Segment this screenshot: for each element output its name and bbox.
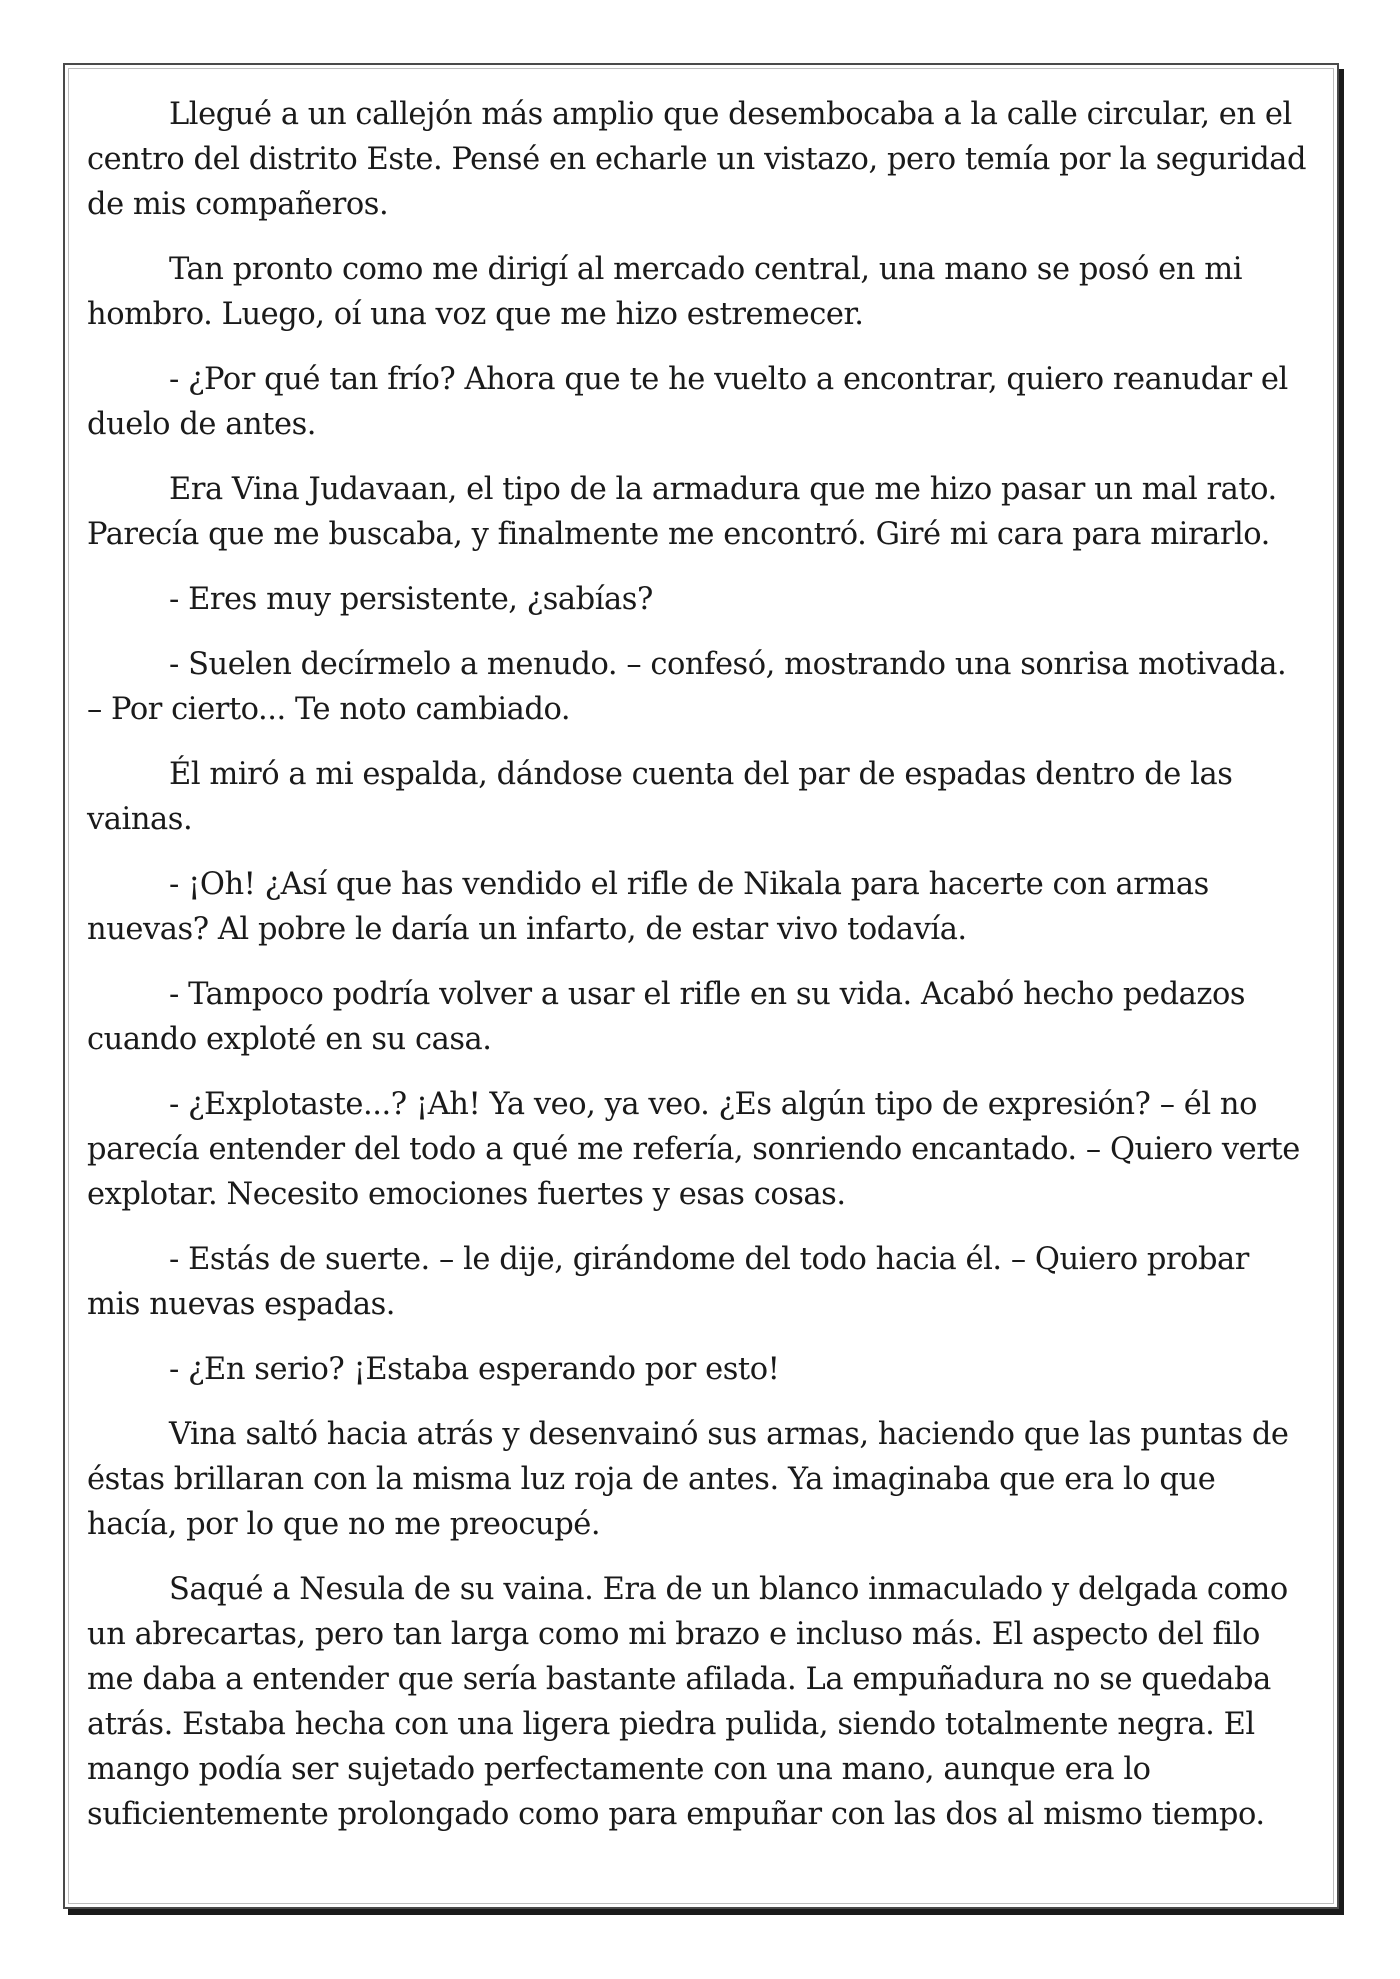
paragraph: Vina saltó hacia atrás y desenvainó sus armas, haciendo que las puntas de éstas brillaran con la misma luz roja de antes. Ya imaginaba que era lo que hacía, por lo que no me preocupé. (87, 1417, 1289, 1542)
paragraph: - ¡Oh! ¿Así que has vendido el rifle de Nikala para hacerte con armas nuevas? Al pobre le daría un infarto, de estar vivo todavía. (87, 867, 1209, 947)
paragraph: - ¿Por qué tan frío? Ahora que te he vuelto a encontrar, quiero reanudar el duelo de antes. (87, 362, 1288, 442)
paragraph: Él miró a mi espalda, dándose cuenta del par de espadas dentro de las vainas. (87, 757, 1233, 837)
paragraph: - Estás de suerte. – le dije, girándome del todo hacia él. – Quiero probar mis nuevas espadas. (87, 1242, 1249, 1322)
paragraph: Tan pronto como me dirigí al mercado central, una mano se posó en mi hombro. Luego, oí una voz que me hizo estremecer. (87, 252, 1242, 332)
paragraph: - Eres muy persistente, ¿sabías? (169, 582, 653, 617)
paragraph: Llegué a un callejón más amplio que desembocaba a la calle circular, en el centro del distrito Este. Pensé en echarle un vistazo, pero temía por la seguridad de mis compañeros. (87, 97, 1307, 222)
paragraph: Era Vina Judavaan, el tipo de la armadura que me hizo pasar un mal rato. Parecía que me buscaba, y finalmente me encontró. Giré mi cara para mirarlo. (87, 472, 1277, 552)
paragraph: Saqué a Nesula de su vaina. Era de un blanco inmaculado y delgada como un abrecartas, pero tan larga como mi brazo e incluso más. El aspecto del filo me daba a entender que sería bastante afilada. La empuñadura no se quedaba atrás. Estaba hecha con una ligera piedra pulida, siendo totalmente negra. El mango podía ser sujetado perfectamente con una mano, aunque era lo suficientemente prolongado como para empuñar con las dos al mismo tiempo. (87, 1572, 1288, 1832)
paragraph: - Tampoco podría volver a usar el rifle en su vida. Acabó hecho pedazos cuando exploté en su casa. (87, 977, 1246, 1057)
paragraph: - Suelen decírmelo a menudo. – confesó, mostrando una sonrisa motivada. – Por cierto... Te noto cambiado. (87, 647, 1287, 727)
page-frame (63, 63, 1339, 1909)
text-body (87, 92, 1309, 1857)
paragraph: - ¿En serio? ¡Estaba esperando por esto! (169, 1352, 780, 1387)
paragraph: - ¿Explotaste...? ¡Ah! Ya veo, ya veo. ¿Es algún tipo de expresión? – él no parecía entender del todo a qué me refería, sonriendo encantado. – Quiero verte explotar. Necesito emociones fuertes y esas cosas. (87, 1087, 1300, 1212)
